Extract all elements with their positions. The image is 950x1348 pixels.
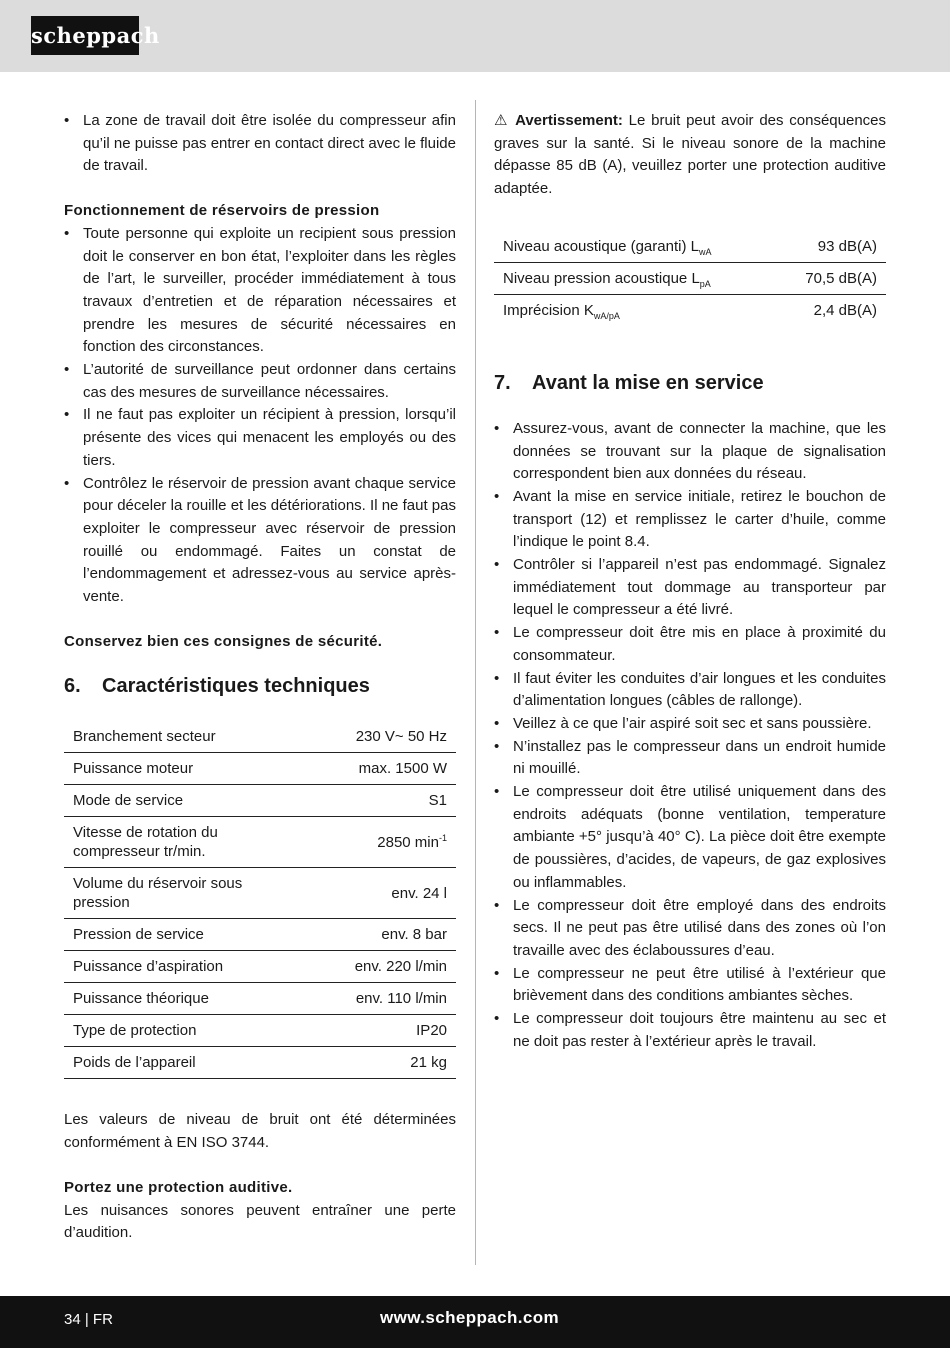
brand-logo: scheppach bbox=[31, 16, 139, 55]
warning-paragraph bbox=[494, 110, 886, 201]
noise-note: Les valeurs de niveau de bruit ont été déterminées conformément à EN ISO 3744. bbox=[64, 1111, 456, 1152]
spec-table bbox=[64, 721, 456, 1079]
list-item: • L’autorité de surveillance peut ordonner dans certains cas des mesures de surveillance nécessaires. bbox=[64, 361, 456, 401]
left-column bbox=[64, 110, 456, 1245]
list-item: • Assurez-vous, avant de connecter la machine, que les données se trouvant sur la plaque de signalisation correspondent bien aux données du réseau. bbox=[494, 419, 886, 483]
list-item: • Le compresseur ne peut être utilisé à l’extérieur que brièvement dans des conditions ambiantes sèches. bbox=[494, 964, 886, 1005]
intro-list bbox=[64, 110, 456, 178]
list-item: • La zone de travail doit être isolée du compresseur afin qu’il ne puisse pas entrer en contact direct avec le fluide de travail. bbox=[64, 112, 456, 175]
pressure-list bbox=[64, 223, 456, 609]
table-row: Vitesse de rotation du compresseur tr/min. 2850 $\min^{-1}$ bbox=[64, 817, 456, 868]
table-row: Niveau acoustique (garanti) $L_{wA}$ 93 dB(A) bbox=[494, 231, 886, 263]
list-item: • Contrôler si l’appareil n’est pas endommagé. Signalez immédiatement tout dommage au transporteur par lequel le compresseur a été livré. bbox=[494, 556, 886, 619]
list-item: • Il ne faut pas exploiter un récipient à pression, lorsqu’il présente des vices qui menacent les employés ou des tiers. bbox=[64, 406, 456, 469]
column-divider bbox=[475, 100, 476, 1265]
table-row: Volume du réservoir sous pression env. 24 l bbox=[64, 868, 456, 919]
section-6-heading bbox=[64, 673, 456, 699]
noise-table bbox=[494, 231, 886, 326]
warning-label: Avertissement: bbox=[515, 112, 623, 129]
list-item: • Il faut éviter les conduites d’air longues et les conduites d’alimentation longues (câbles de rallonge). bbox=[494, 669, 886, 710]
table-row: Branchement secteur 230 V~ 50 Hz bbox=[64, 721, 456, 753]
page-number: 34 | FR bbox=[64, 1311, 113, 1328]
hearing-text: Les nuisances sonores peuvent entraîner une perte d’audition. bbox=[64, 1201, 456, 1242]
list-item: • Avant la mise en service initiale, retirez le bouchon de transport (12) et remplissez le carter d’huile, comme l’indique le point 8.4. bbox=[494, 487, 886, 551]
table-row: Puissance théorique env. 110 l/min bbox=[64, 983, 456, 1015]
table-row: Pression de service env. 8 bar bbox=[64, 919, 456, 951]
section-number: 7. bbox=[494, 371, 511, 394]
table-row: Imprécision $K_{wA/pA}$ 2,4 dB(A) bbox=[503, 301, 877, 321]
section-7-heading bbox=[494, 370, 886, 396]
section-number: 6. bbox=[64, 675, 81, 698]
hearing-heading: Portez une protection auditive. bbox=[64, 1178, 293, 1196]
table-row: Niveau pression acoustique $L_{pA}$ 70,5 dB(A) bbox=[494, 262, 886, 294]
list-item: • Contrôlez le réservoir de pression avant chaque service pour déceler la rouille et les détériorations. Il ne faut pas exploiter le compresseur avec réservoir de pression rouillé ou endommagé. Faites un constat de l’endommagement et adressez-vous au service après-vente. bbox=[64, 474, 456, 606]
table-row: Puissance d’aspiration env. 220 l/min bbox=[64, 951, 456, 983]
footer-band bbox=[0, 1296, 950, 1348]
table-row: Type de protection IP20 bbox=[64, 1015, 456, 1047]
startup-list bbox=[494, 418, 886, 1054]
warning-text: Le bruit peut avoir des conséquences graves sur la santé. Si le niveau sonore de la machine dépasse 85 dB (A), veuillez porter une protection auditive adaptée. bbox=[494, 112, 887, 198]
pressure-heading: Fonctionnement de réservoirs de pression bbox=[64, 202, 380, 220]
website-link[interactable]: www.scheppach.com bbox=[380, 1308, 560, 1327]
table-row: Poids de l’appareil 21 kg bbox=[64, 1047, 456, 1079]
table-row: Puissance moteur max. 1500 W bbox=[64, 753, 456, 785]
list-item: • Le compresseur doit être utilisé uniquement dans des endroits adéquats (bonne ventilation, temperature ambiante +5° jusqu’à 40° C). La pièce doit être exempte de poussières, d’acides, de vapeurs, de gaz explosives ou inflammables. bbox=[494, 783, 886, 891]
section-title: Avant la mise en service bbox=[532, 371, 764, 394]
list-item: • N’installez pas le compresseur dans un endroit humide ni mouillé. bbox=[494, 737, 886, 778]
table-row: Mode de service S1 bbox=[64, 785, 456, 817]
keep-instructions: Conservez bien ces consignes de sécurité. bbox=[64, 632, 383, 650]
list-item: • Le compresseur doit être mis en place à proximité du consommateur. bbox=[494, 624, 886, 664]
list-item: • Toute personne qui exploite un recipient sous pression doit le conserver en bon état, l’exploiter dans les règles de l’art, le surveiller, procéder immédiatement à tous travaux d’entretien et de réparation nécessaires et prendre les mesures de sécurité nécessaires en fonction des circonstances. bbox=[64, 224, 456, 356]
list-item: • Veillez à ce que l’air aspiré soit sec et sans poussière. bbox=[494, 714, 872, 732]
list-item: • Le compresseur doit être employé dans des endroits secs. Il ne peut pas être utilisé dans des zones où l’on travaille avec des éclaboussures d’eau. bbox=[494, 896, 886, 959]
warning-icon: ⚠ bbox=[494, 112, 510, 129]
right-column bbox=[494, 110, 886, 1054]
header-band bbox=[0, 0, 950, 72]
list-item: • Le compresseur doit toujours être maintenu au sec et ne doit pas rester à l’extérieur après le travail. bbox=[494, 1010, 886, 1050]
section-title: Caractéristiques techniques bbox=[102, 675, 370, 698]
